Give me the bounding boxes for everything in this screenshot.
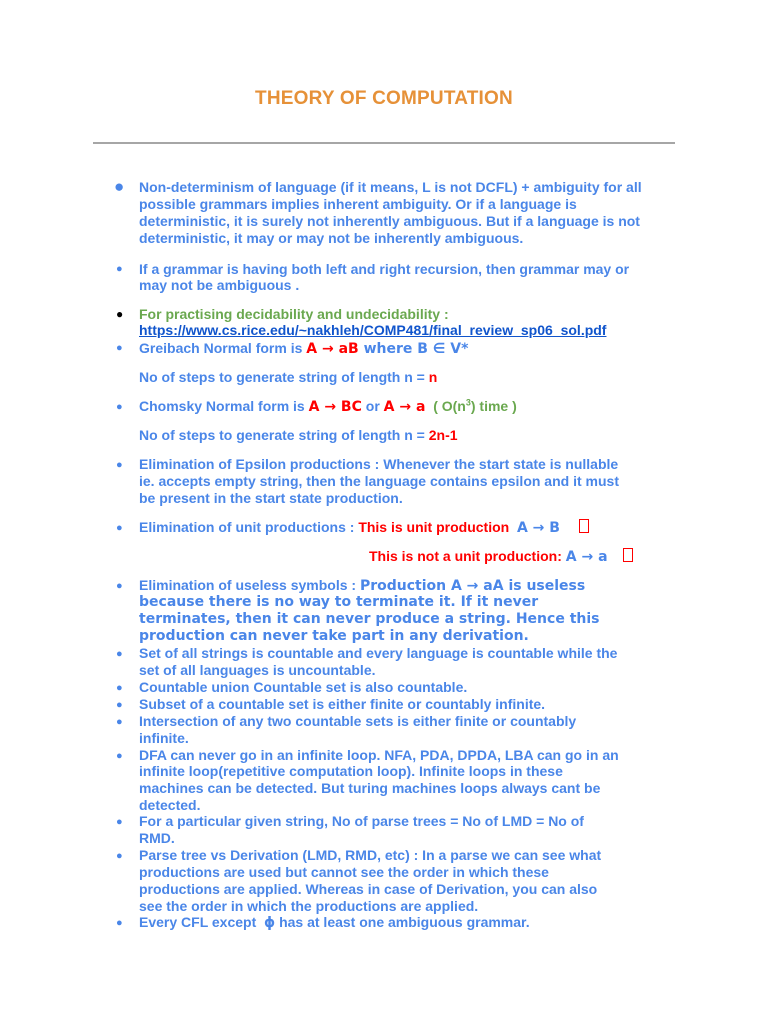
cnf-rule-2: A → a [383,399,426,415]
bullet-marker: ● [116,648,123,660]
unit-rule: A → B [516,520,560,536]
review-link[interactable]: https://www.cs.rice.edu/~nakhleh/COMP481/final_review_sp06_sol.pdf [139,322,607,338]
bullet-1-line-4: deterministic, it may or may not be inherently ambiguous. [139,230,524,246]
useless-line-2: because there is no way to terminate it. If it never [139,594,539,610]
cnf-time-exp: 3 [465,397,471,408]
bullet-13-line-3: machines can be detected. But turing machines loops always cant be [139,780,601,796]
gnf-steps-value: n [428,369,438,385]
cnf-time-close: ) time ) [470,398,517,414]
useless-label: Elimination of useless symbols : [139,577,360,593]
gnf-steps-label: No of steps to generate string of length n = [139,369,429,385]
bullet-marker: ● [116,716,123,728]
empty-set-symbol: ϕ [264,915,276,931]
not-unit-text: This is not a unit production: [369,548,566,564]
missing-glyph-icon [579,519,589,533]
bullet-2-line-2: may not be ambiguous . [139,277,300,293]
bullet-marker: ● [116,522,123,534]
bullet-6-line-1: Elimination of Epsilon productions : Whenever the start state is nullable [139,456,619,472]
cnf-steps-value: 2n-1 [428,427,458,443]
bullet-1-line-3: deterministic, it is surely not inherently ambiguous. But if a language is not [139,213,640,229]
cnf-rule-1: A → BC [308,399,362,415]
bullet-marker: ● [116,459,123,471]
bullet-6-line-3: be present in the start state production. [139,490,403,506]
gnf-prefix: Greibach Normal form is [139,340,307,356]
cnf-prefix: Chomsky Normal form is [139,398,309,414]
bullet-15-line-4: see the order in which the productions are applied. [139,898,479,914]
gnf-steps [139,369,679,386]
bullet-13-line-4: detected. [139,797,201,813]
gnf-line [139,340,679,358]
decidability-note: For practising decidability and undecidability : [139,306,449,322]
bullet-marker: ● [116,699,123,711]
bullet-marker: ● [116,263,123,275]
bullet-15-line-2: productions are used but cannot see the order in which these [139,864,549,880]
bullet-13-line-2: infinite loop(repetitive computation loop). Infinite loops in these [139,763,563,779]
cnf-steps [139,427,679,444]
cfl-suffix: has at least one ambiguous grammar. [275,914,530,930]
bullet-9-line-2: set of all languages is uncountable. [139,662,376,678]
useless-line-3: terminates, then it can never produce a string. Hence this [139,611,600,627]
bullet-14-line-2: RMD. [139,830,175,846]
cnf-steps-label: No of steps to generate string of length n = [139,427,429,443]
unit-production-line [139,519,679,537]
bullet-marker: ● [116,750,123,762]
title-divider [93,142,675,144]
bullet-13-line-1: DFA can never go in an infinite loop. NFA, PDA, DPDA, LBA can go in an [139,747,619,763]
bullet-1-line-1: Non-determinism of language (if it means, L is not DCFL) + ambiguity for all [139,179,642,195]
unit-text: This is unit production [358,519,514,535]
cnf-line [139,398,679,416]
bullet-1-line-2: possible grammars implies inherent ambiguity. Or if a language is [139,196,577,212]
bullet-12-line-2: infinite. [139,730,189,746]
bullet-marker: ● [116,917,123,929]
bullet-12-line-1: Intersection of any two countable sets is either finite or countably [139,713,577,729]
page-title: THEORY OF COMPUTATION [255,88,513,109]
not-unit-production-line [369,548,669,566]
not-unit-rule: A → a [565,549,608,565]
bullet-marker: ● [116,682,123,694]
useless-line-4: production can never take part in any derivation. [139,628,529,644]
cfl-prefix: Every CFL except [139,914,261,930]
bullet-15-line-1: Parse tree vs Derivation (LMD, RMD, etc) : In a parse we can see what [139,847,602,863]
bullet-15-line-3: productions are applied. Whereas in case of Derivation, you can also [139,881,598,897]
bullet-marker: ● [116,401,123,413]
bullet-14-line-1: For a particular given string, No of parse trees = No of LMD = No of [139,813,584,829]
gnf-suffix: where B ∈ V* [358,341,469,357]
gnf-rule: A → aB [306,341,359,357]
bullet-16-line-1 [139,914,679,932]
bullet-marker: ● [116,342,123,354]
cnf-or: or [361,398,384,414]
bullet-6-line-2: ie. accepts empty string, then the language contains epsilon and it must [139,473,619,489]
missing-glyph-icon [623,548,633,562]
unit-label: Elimination of unit productions : [139,519,359,535]
bullet-marker: ● [114,177,125,196]
bullet-9-line-1: Set of all strings is countable and every language is countable while the [139,645,618,661]
bullet-10-line-1: Countable union Countable set is also countable. [139,679,468,695]
bullet-marker: ● [116,307,124,321]
cnf-time-open: ( O(n [433,398,466,414]
bullet-marker: ● [116,850,123,862]
bullet-11-line-1: Subset of a countable set is either finite or countably infinite. [139,696,546,712]
bullet-marker: ● [116,580,123,592]
bullet-2-line-1: If a grammar is having both left and right recursion, then grammar may or [139,261,630,277]
cnf-time [433,398,517,414]
useless-text-1: Production A → aA is useless [359,578,586,594]
bullet-marker: ● [116,816,123,828]
useless-line-1 [139,577,679,595]
